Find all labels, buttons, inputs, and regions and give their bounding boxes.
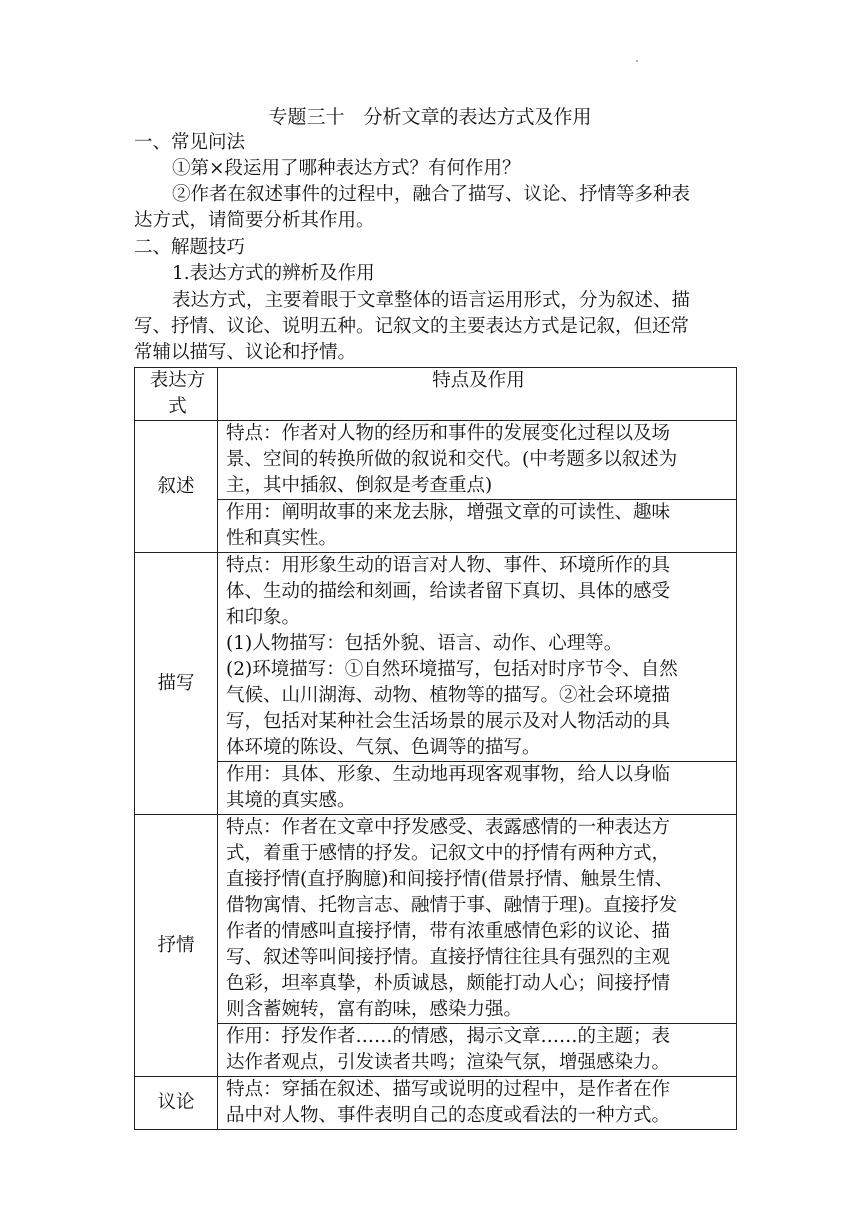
cell-line: 写，包括对某种社会生活场景的展示及对人物活动的具 <box>226 711 671 732</box>
cell-line: 直接抒情(直抒胸臆)和间接抒情(借景抒情、触景生情、 <box>226 869 674 890</box>
cell-line: 性和真实性。 <box>226 528 338 549</box>
method-narration: 叙述 <box>135 421 218 553</box>
table-row <box>135 553 737 762</box>
question-1: ①第×段运用了哪种表达方式？有何作用？ <box>172 158 521 179</box>
cell-line: 体、生动的描绘和刻画，给读者留下真切、具体的感受 <box>226 581 671 602</box>
cell-line: 品中对人物、事件表明自己的态度或看法的一种方式。 <box>226 1105 671 1126</box>
lyric-effect-cell <box>218 1024 737 1077</box>
cell-line: 借物寓情、托物言志、融情于事、融情于理)。直接抒发 <box>226 895 678 916</box>
cell-line: 作用：具体、形象、生动地再现客观事物，给人以身临 <box>226 764 671 785</box>
cell-line: 作者的情感叫直接抒情，带有浓重感情色彩的议论、描 <box>226 921 671 942</box>
cell-line: 和印象。 <box>226 607 301 628</box>
cell-line: 则含蓄婉转，富有韵味，感染力强。 <box>226 999 523 1020</box>
table-row <box>135 1024 737 1077</box>
cell-line: 写、叙述等叫间接抒情。直接抒情往往具有强烈的主观 <box>226 947 671 968</box>
page-dot <box>636 60 638 62</box>
cell-line: 特点：用形象生动的语言对人物、事件、环境所作的具 <box>226 555 671 576</box>
intro-line-1: 表达方式，主要着眼于文章整体的语言运用形式，分为叙述、描 <box>172 290 691 311</box>
lyric-feature-cell <box>218 815 737 1024</box>
cell-line: (1)人物描写：包括外貌、语言、动作、心理等。 <box>226 633 623 654</box>
cell-line: 色彩，坦率真挚，朴质诚恳，颇能打动人心；间接抒情 <box>226 973 671 994</box>
cell-line: 其境的真实感。 <box>226 790 356 811</box>
method-lyric: 抒情 <box>135 815 218 1077</box>
cell-line: 式，着重于感情的抒发。记叙文中的抒情有两种方式， <box>226 843 671 864</box>
cell-line: 特点：作者对人物的经历和事件的发展变化过程以及场 <box>226 423 671 444</box>
cell-line: 体环境的陈设、气氛、色调等的描写。 <box>226 737 541 758</box>
header-features: 特点及作用 <box>218 368 737 421</box>
cell-line: 作用：抒发作者……的情感，揭示文章……的主题；表 <box>226 1026 671 1047</box>
method-description: 描写 <box>135 553 218 815</box>
argument-feature-cell <box>218 1077 737 1130</box>
method-argument: 议论 <box>135 1077 218 1130</box>
question-2-line-2: 达方式，请简要分析其作用。 <box>134 210 375 231</box>
cell-line: 景、空间的转换所做的叙说和交代。(中考题多以叙述为 <box>226 449 678 470</box>
narration-feature-cell <box>218 421 737 500</box>
table-row <box>135 1077 737 1130</box>
table-row <box>135 500 737 553</box>
table-header-row <box>135 368 737 421</box>
cell-line: 主，其中插叙、倒叙是考查重点) <box>226 475 493 496</box>
expression-methods-table <box>134 367 737 1130</box>
page-title: 专题三十 分析文章的表达方式及作用 <box>268 106 592 128</box>
cell-line: (2)环境描写：①自然环境描写，包括对时序节令、自然 <box>226 659 678 680</box>
cell-line: 达作者观点，引发读者共鸣；渲染气氛，增强感染力。 <box>226 1052 671 1073</box>
cell-line: 气候、山川湖海、动物、植物等的描写。②社会环境描 <box>226 685 671 706</box>
section-heading-techniques: 二、解题技巧 <box>134 237 246 258</box>
cell-line: 特点：作者在文章中抒发感受、表露感情的一种表达方 <box>226 817 671 838</box>
cell-line: 特点：穿插在叙述、描写或说明的过程中，是作者在作 <box>226 1079 671 1100</box>
subsection-heading: 1.表达方式的辨析及作用 <box>172 263 375 284</box>
question-2-line-1: ②作者在叙述事件的过程中，融合了描写、议论、抒情等多种表 <box>172 184 691 205</box>
section-heading-common-questions: 一、常见问法 <box>134 132 246 153</box>
table-row <box>135 815 737 1024</box>
cell-line: 作用：阐明故事的来龙去脉，增强文章的可读性、趣味 <box>226 502 671 523</box>
description-feature-cell <box>218 553 737 762</box>
header-method: 表达方式 <box>135 368 218 421</box>
narration-effect-cell <box>218 500 737 553</box>
intro-line-3: 常辅以描写、议论和抒情。 <box>134 342 357 363</box>
table-row <box>135 762 737 815</box>
description-effect-cell <box>218 762 737 815</box>
table-row <box>135 421 737 500</box>
intro-line-2: 写、抒情、议论、说明五种。记叙文的主要表达方式是记叙，但还常 <box>134 316 690 337</box>
